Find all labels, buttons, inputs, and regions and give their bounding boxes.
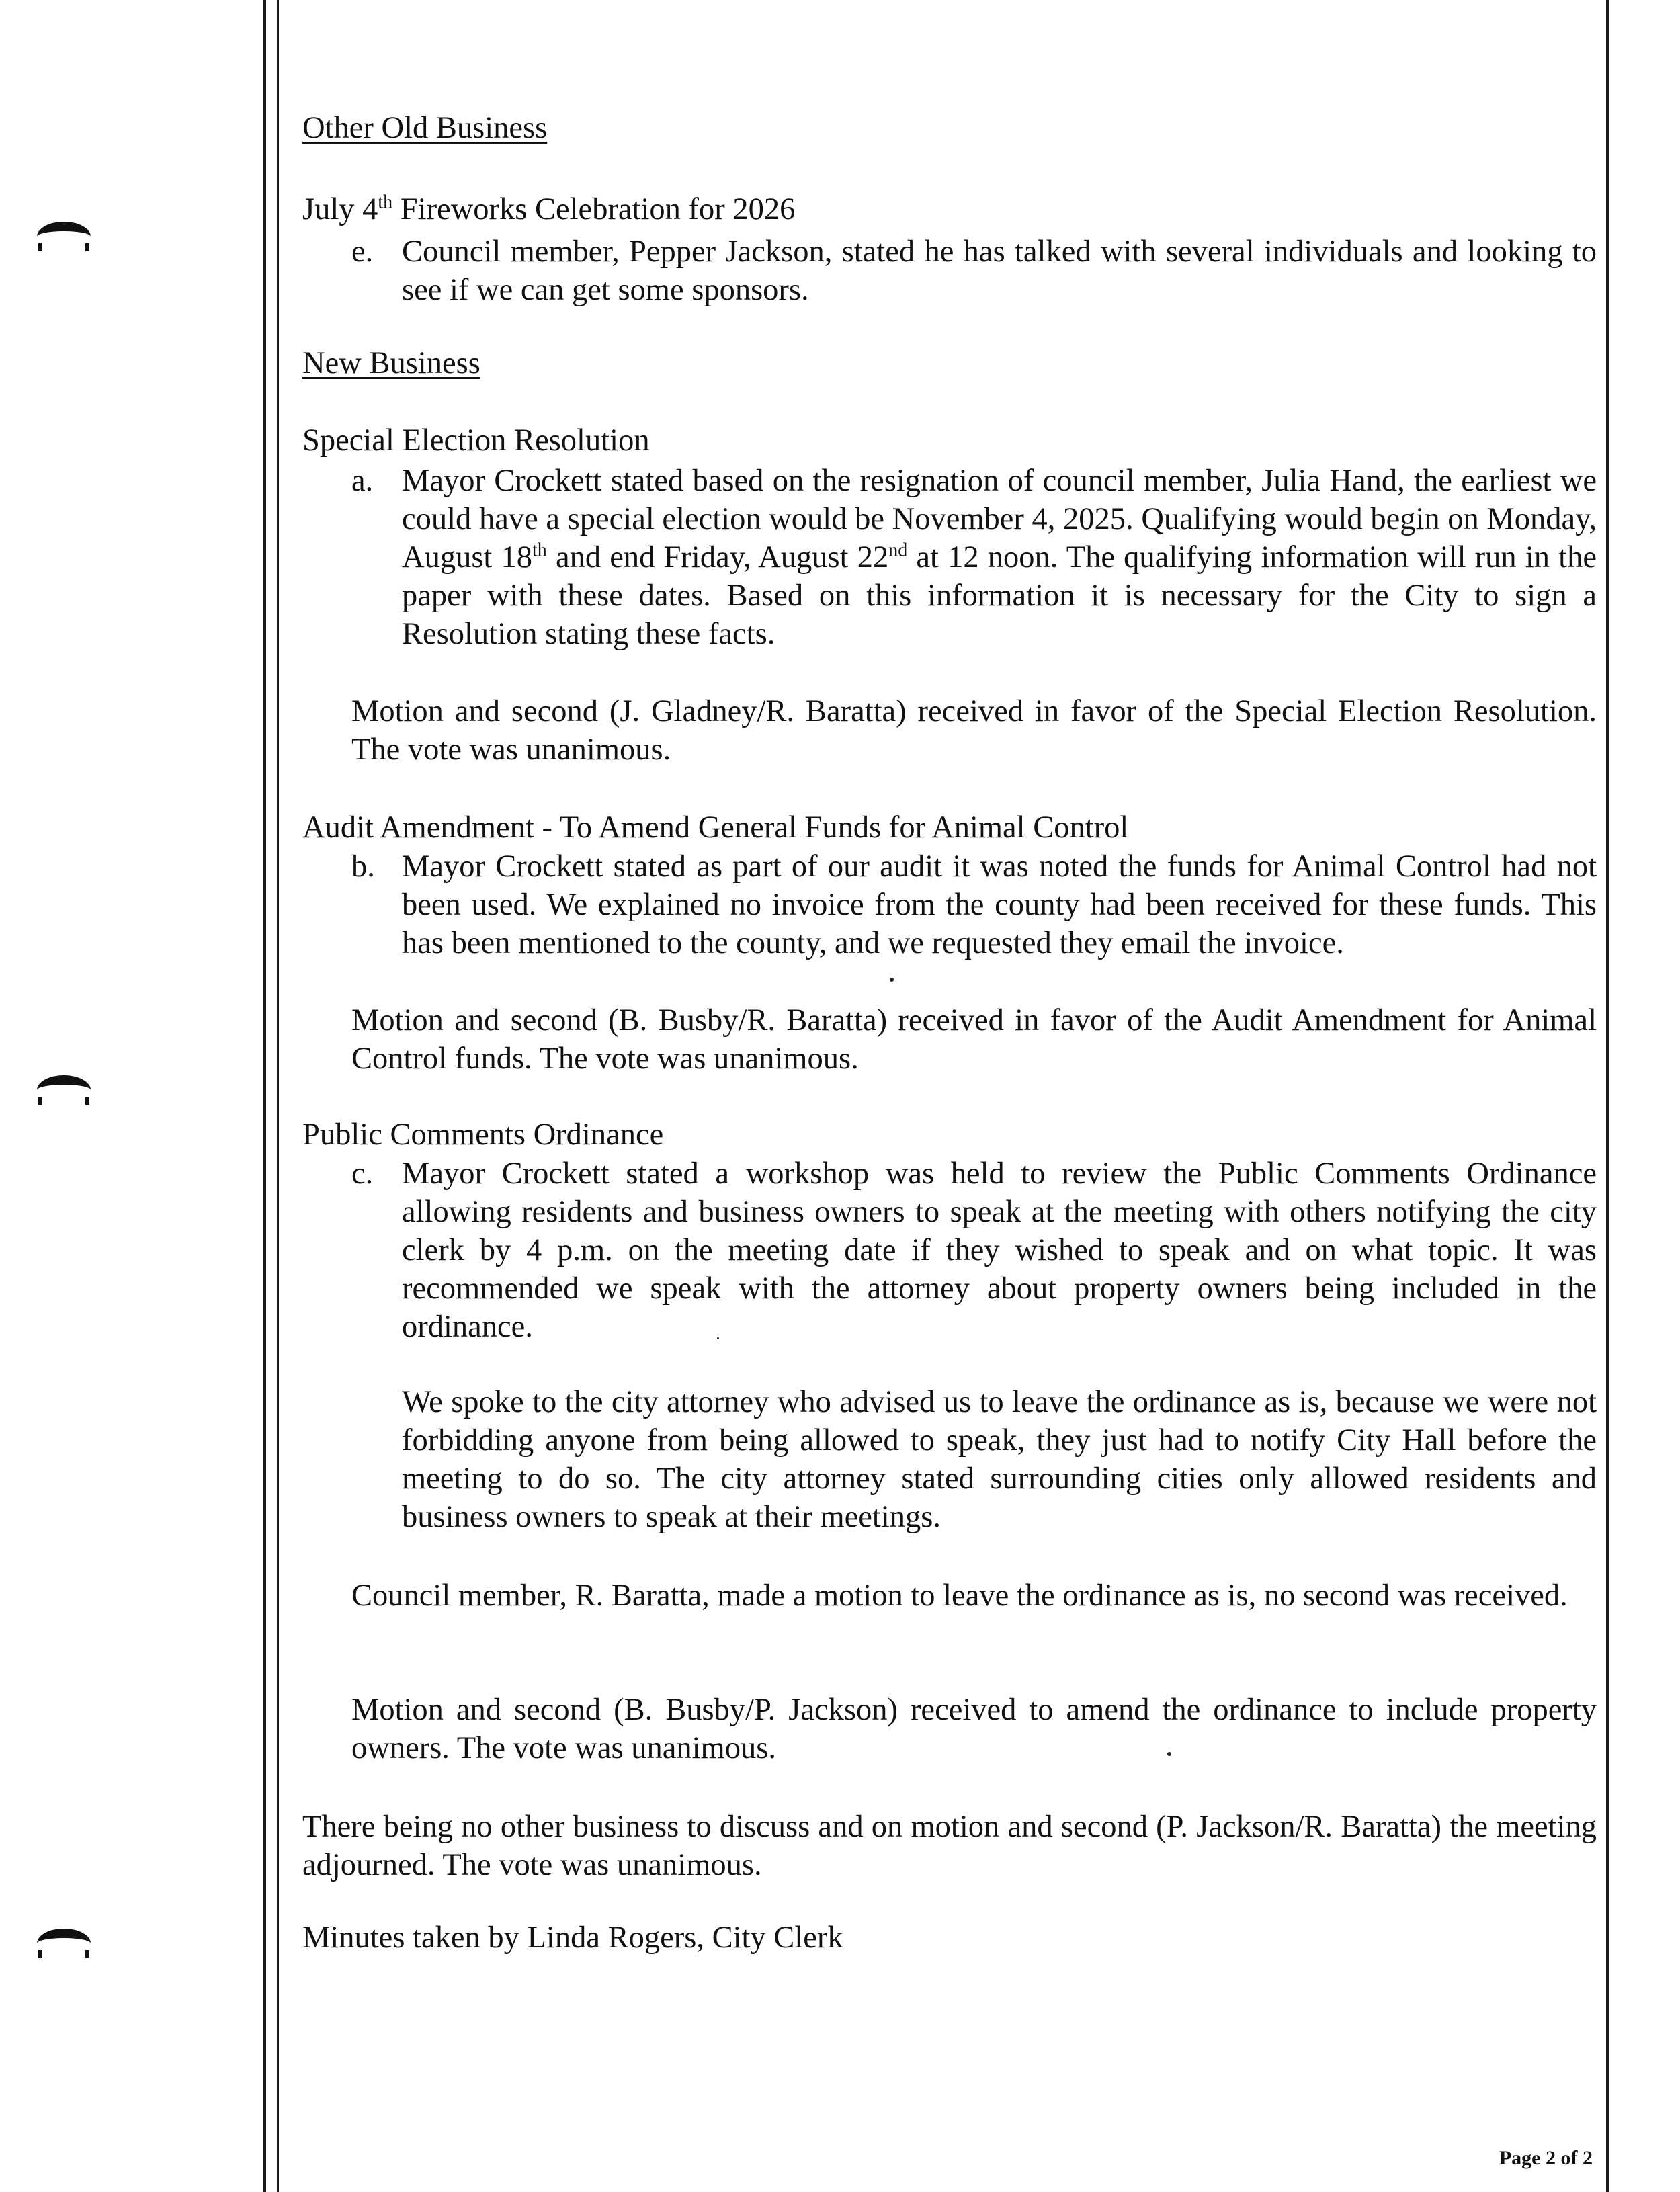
item-text-special-election xyxy=(402,462,1597,653)
item-text-public-comments-2: We spoke to the city attorney who advised us to leave the ordinance as is, because we were not forbidding anyone from being allowed to speak, they just had to notify City Hall before the meeting to do so. The city attorney stated surrounding cities only allowed residents and business owners to speak at their meetings. xyxy=(402,1385,1597,1534)
minutes-taken-line: Minutes taken by Linda Rogers, City Clerk xyxy=(302,1921,843,1955)
left-margin-rule-inner xyxy=(277,0,279,2192)
special-election-text-3: at 12 noon. The qualifying information will run in the paper with these dates. Based on this information it is necessary for the City to sign a Resolution stating these facts. xyxy=(402,540,1597,651)
motion-special-election: Motion and second (J. Gladney/R. Baratta) received in favor of the Special Election Resolution. The vote was unanimous. xyxy=(351,694,1597,767)
scan-speck xyxy=(890,978,894,982)
punch-hole-icon xyxy=(37,1075,91,1105)
scan-speck xyxy=(717,1337,719,1339)
item-text-audit-amendment: Mayor Crockett stated as part of our audit it was noted the funds for Animal Control had not been used. We explained no invoice from the county had been received for these funds. This has been mentioned to the county, and we requested they email the invoice. xyxy=(402,849,1597,960)
item-title-public-comments: Public Comments Ordinance xyxy=(302,1118,664,1152)
motion-public-comments: Motion and second (B. Busby/P. Jackson) received to amend the ordinance to include property owners. The vote was unanimous. xyxy=(351,1693,1597,1765)
fireworks-title-pre: July 4 xyxy=(302,192,378,226)
section-heading-new-business: New Business xyxy=(302,346,480,380)
item-marker-c: c. xyxy=(351,1156,374,1191)
item-text-fireworks: Council member, Pepper Jackson, stated he has talked with several individuals and looking to see if we can get some sponsors. xyxy=(402,235,1597,307)
motion-failed-public-comments: Council member, R. Baratta, made a motion to leave the ordinance as is, no second was received. xyxy=(351,1578,1568,1613)
fireworks-title-post: Fireworks Celebration for 2026 xyxy=(392,192,796,226)
special-election-text-2: and end Friday, August 22 xyxy=(546,540,889,575)
right-margin-rule xyxy=(1606,0,1609,2192)
page-number: Page 2 of 2 xyxy=(1499,2147,1593,2169)
adjournment-paragraph: There being no other business to discuss and on motion and second (P. Jackson/R. Baratta) the meeting adjourned. The vote was unanimous. xyxy=(302,1810,1597,1882)
special-election-text-1: Mayor Crockett stated based on the resignation of council member, Julia Hand, the earliest we could have a special election would be November 4, 2025. Qualifying would begin on Monday, August 18 xyxy=(402,464,1597,575)
scan-speck xyxy=(1167,1752,1171,1756)
item-title-fireworks xyxy=(302,190,795,228)
special-election-sup-1: th xyxy=(532,540,547,561)
item-text-public-comments: Mayor Crockett stated a workshop was held to review the Public Comments Ordinance allowing residents and business owners to speak at the meeting with others notifying the city clerk by 4 p.m. on the meeting date if they wished to speak and on what topic. It was recommended we speak with the attorney about property owners being included in the ordinance. xyxy=(402,1156,1597,1344)
fireworks-title-sup: th xyxy=(378,192,393,213)
item-marker-e: e. xyxy=(351,235,374,269)
item-marker-a: a. xyxy=(351,464,374,498)
left-margin-rule-outer xyxy=(263,0,266,2192)
punch-hole-icon xyxy=(37,1929,91,1958)
punch-hole-icon xyxy=(37,222,91,251)
motion-audit-amendment: Motion and second (B. Busby/R. Baratta) received in favor of the Audit Amendment for Animal Control funds. The vote was unanimous. xyxy=(351,1003,1597,1076)
section-heading-old-business: Other Old Business xyxy=(302,111,548,145)
item-title-special-election: Special Election Resolution xyxy=(302,423,650,458)
item-title-audit-amendment: Audit Amendment - To Amend General Funds for Animal Control xyxy=(302,810,1129,845)
special-election-sup-2: nd xyxy=(888,540,908,561)
item-marker-b: b. xyxy=(351,849,375,884)
